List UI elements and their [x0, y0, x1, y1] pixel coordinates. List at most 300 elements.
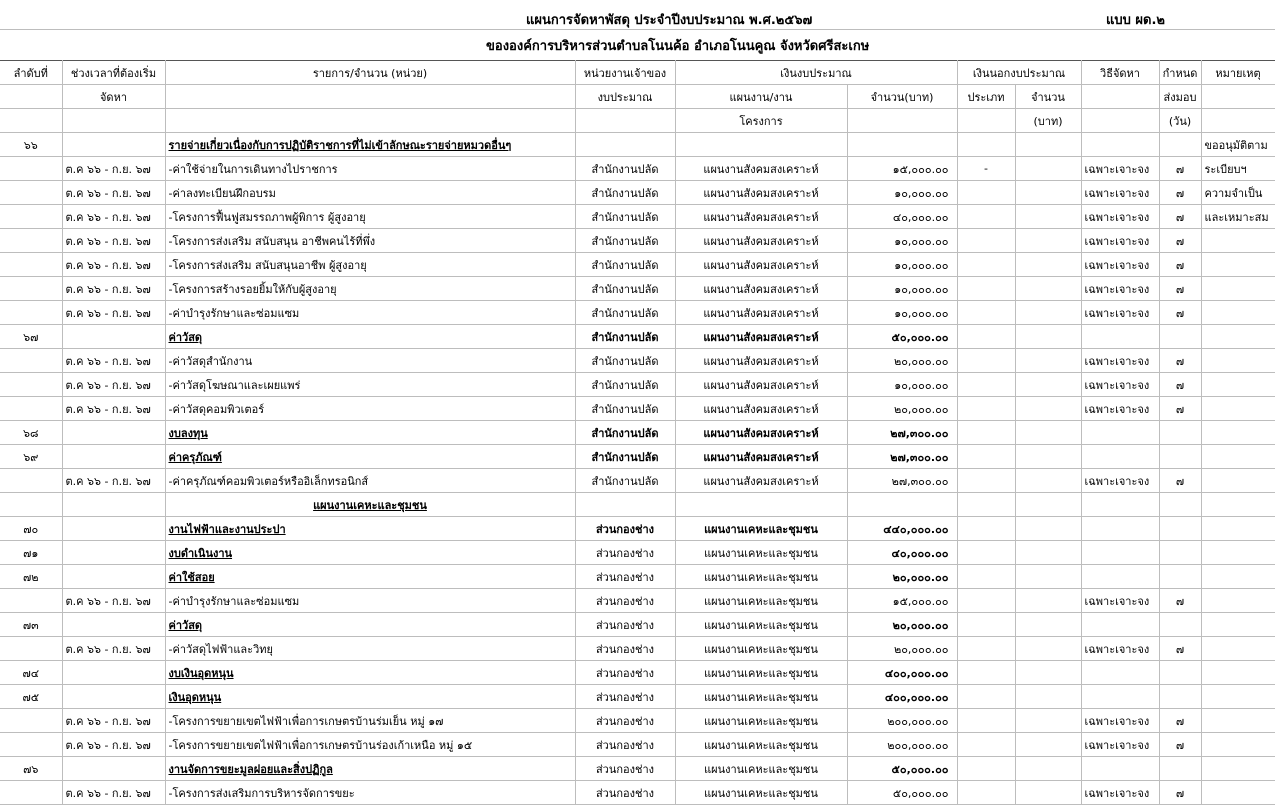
cell-remark [1201, 301, 1275, 325]
cell-delivery [1159, 613, 1201, 637]
cell-amount: ๑๐,๐๐๐.๐๐ [847, 229, 957, 253]
cell-plan: แผนงานเคหะและชุมชน [675, 661, 847, 685]
cell-method: เฉพาะเจาะจง [1081, 301, 1159, 325]
cell-item: งบลงทุน [165, 421, 575, 445]
cell-remark [1201, 469, 1275, 493]
cell-delivery: ๗ [1159, 277, 1201, 301]
cell-period: ต.ค ๖๖ - ก.ย. ๖๗ [62, 373, 165, 397]
col-header-cell [165, 85, 575, 109]
cell-ext-type [957, 325, 1015, 349]
cell-plan: แผนงานเคหะและชุมชน [675, 541, 847, 565]
cell-remark [1201, 349, 1275, 373]
cell-no: ๖๗ [0, 325, 62, 349]
cell-period [62, 565, 165, 589]
cell-delivery: ๗ [1159, 253, 1201, 277]
col-header-cell [1201, 109, 1275, 133]
cell-no: ๗๓ [0, 613, 62, 637]
cell-amount: ๒๐,๐๐๐.๐๐ [847, 349, 957, 373]
cell-plan: แผนงานสังคมสงเคราะห์ [675, 349, 847, 373]
cell-amount: ๑๐,๐๐๐.๐๐ [847, 253, 957, 277]
col-header-cell [62, 109, 165, 133]
cell-ext-amount [1015, 469, 1081, 493]
table-row [0, 493, 1275, 517]
cell-ext-amount [1015, 661, 1081, 685]
cell-remark [1201, 325, 1275, 349]
cell-no [0, 637, 62, 661]
cell-no [0, 205, 62, 229]
table-row [0, 517, 1275, 541]
cell-ext-type [957, 373, 1015, 397]
cell-item: รายจ่ายเกี่ยวเนื่องกับการปฏิบัติราชการที่ไม่เข้าลักษณะรายจ่ายหมวดอื่นๆ [165, 133, 575, 157]
cell-ext-type [957, 589, 1015, 613]
cell-ext-type [957, 685, 1015, 709]
cell-method: เฉพาะเจาะจง [1081, 349, 1159, 373]
cell-delivery [1159, 445, 1201, 469]
cell-ext-type [957, 397, 1015, 421]
cell-period [62, 757, 165, 781]
cell-method [1081, 541, 1159, 565]
cell-no [0, 469, 62, 493]
cell-method: เฉพาะเจาะจง [1081, 733, 1159, 757]
col-header-cell: งบประมาณ [575, 85, 675, 109]
cell-plan: แผนงานสังคมสงเคราะห์ [675, 373, 847, 397]
cell-ext-amount [1015, 781, 1081, 805]
table-row [0, 589, 1275, 613]
cell-item: -ค่าบำรุงรักษาและซ่อมแซม [165, 589, 575, 613]
cell-remark [1201, 397, 1275, 421]
cell-method: เฉพาะเจาะจง [1081, 637, 1159, 661]
cell-ext-type [957, 181, 1015, 205]
cell-ext-amount [1015, 349, 1081, 373]
cell-ext-amount [1015, 493, 1081, 517]
cell-amount: ๒๐๐,๐๐๐.๐๐ [847, 709, 957, 733]
cell-plan: แผนงานเคหะและชุมชน [675, 589, 847, 613]
col-header-unit: หน่วยงานเจ้าของ [575, 61, 675, 85]
col-header-cell: (วัน) [1159, 109, 1201, 133]
table-row [0, 373, 1275, 397]
cell-amount: ๒๐,๐๐๐.๐๐ [847, 397, 957, 421]
cell-remark: และเหมาะสม [1201, 205, 1275, 229]
cell-period: ต.ค ๖๖ - ก.ย. ๖๗ [62, 157, 165, 181]
cell-ext-type [957, 565, 1015, 589]
cell-ext-type [957, 421, 1015, 445]
col-header-cell [575, 109, 675, 133]
cell-unit: ส่วนกองช่าง [575, 757, 675, 781]
col-header-cell: ส่งมอบ [1159, 85, 1201, 109]
cell-no: ๖๖ [0, 133, 62, 157]
cell-delivery [1159, 517, 1201, 541]
col-header-cell [1201, 85, 1275, 109]
cell-unit [575, 133, 675, 157]
col-header-cell: (บาท) [1015, 109, 1081, 133]
cell-delivery: ๗ [1159, 349, 1201, 373]
document-header [0, 4, 1275, 28]
cell-method: เฉพาะเจาะจง [1081, 589, 1159, 613]
cell-amount: ๑๐,๐๐๐.๐๐ [847, 181, 957, 205]
cell-unit: ส่วนกองช่าง [575, 517, 675, 541]
cell-amount: ๒๗,๓๐๐.๐๐ [847, 421, 957, 445]
cell-delivery: ๗ [1159, 301, 1201, 325]
cell-ext-amount [1015, 445, 1081, 469]
cell-unit: สำนักงานปลัด [575, 253, 675, 277]
cell-item: งานไฟฟ้าและงานประปา [165, 517, 575, 541]
col-header-cell: จำนวน [1015, 85, 1081, 109]
cell-plan: แผนงานเคหะและชุมชน [675, 685, 847, 709]
col-header-cell: แผนงาน/งาน [675, 85, 847, 109]
cell-method [1081, 565, 1159, 589]
cell-remark [1201, 277, 1275, 301]
cell-amount: ๔๐๐,๐๐๐.๐๐ [847, 685, 957, 709]
cell-plan: แผนงานสังคมสงเคราะห์ [675, 421, 847, 445]
cell-ext-amount [1015, 277, 1081, 301]
cell-amount: ๑๐,๐๐๐.๐๐ [847, 301, 957, 325]
cell-no: ๗๕ [0, 685, 62, 709]
cell-unit: สำนักงานปลัด [575, 277, 675, 301]
table-row [0, 613, 1275, 637]
cell-ext-type [957, 637, 1015, 661]
cell-item: -โครงการส่งเสริมการบริหารจัดการขยะ [165, 781, 575, 805]
cell-unit: ส่วนกองช่าง [575, 613, 675, 637]
cell-plan: แผนงานสังคมสงเคราะห์ [675, 301, 847, 325]
col-header-extra-budget: เงินนอกงบประมาณ [957, 61, 1081, 85]
cell-ext-type [957, 445, 1015, 469]
cell-ext-amount [1015, 517, 1081, 541]
cell-no [0, 589, 62, 613]
cell-amount: ๒๐,๐๐๐.๐๐ [847, 613, 957, 637]
cell-item: -โครงการส่งเสริม สนับสนุน อาชีพคนไร้ที่พึ่ง [165, 229, 575, 253]
cell-unit: สำนักงานปลัด [575, 205, 675, 229]
cell-period: ต.ค ๖๖ - ก.ย. ๖๗ [62, 349, 165, 373]
cell-period: ต.ค ๖๖ - ก.ย. ๖๗ [62, 589, 165, 613]
document-title: แผนการจัดหาพัสดุ ประจำปีงบประมาณ พ.ศ.๒๕๖๗ [526, 13, 813, 28]
cell-period: ต.ค ๖๖ - ก.ย. ๖๗ [62, 301, 165, 325]
cell-no [0, 253, 62, 277]
cell-delivery: ๗ [1159, 157, 1201, 181]
cell-no [0, 781, 62, 805]
cell-no [0, 493, 62, 517]
cell-remark [1201, 493, 1275, 517]
cell-method: เฉพาะเจาะจง [1081, 277, 1159, 301]
cell-item: -โครงการสร้างรอยยิ้มให้กับผู้สูงอายุ [165, 277, 575, 301]
cell-ext-amount [1015, 685, 1081, 709]
cell-unit: สำนักงานปลัด [575, 349, 675, 373]
cell-method: เฉพาะเจาะจง [1081, 205, 1159, 229]
cell-no [0, 277, 62, 301]
cell-period: ต.ค ๖๖ - ก.ย. ๖๗ [62, 733, 165, 757]
cell-ext-amount [1015, 565, 1081, 589]
cell-ext-type [957, 229, 1015, 253]
cell-plan: แผนงานสังคมสงเคราะห์ [675, 205, 847, 229]
cell-item: งบดำเนินงาน [165, 541, 575, 565]
cell-ext-type [957, 493, 1015, 517]
col-header-cell: จำนวน(บาท) [847, 85, 957, 109]
cell-item: -ค่าใช้จ่ายในการเดินทางไปราชการ [165, 157, 575, 181]
cell-plan: แผนงานเคหะและชุมชน [675, 517, 847, 541]
cell-amount: ๔๐,๐๐๐.๐๐ [847, 541, 957, 565]
cell-period [62, 445, 165, 469]
cell-method [1081, 421, 1159, 445]
table-row [0, 565, 1275, 589]
cell-amount: ๒๐๐,๐๐๐.๐๐ [847, 733, 957, 757]
cell-remark: ระเบียบฯ [1201, 157, 1275, 181]
cell-delivery [1159, 541, 1201, 565]
cell-remark [1201, 709, 1275, 733]
cell-delivery: ๗ [1159, 733, 1201, 757]
cell-delivery [1159, 757, 1201, 781]
cell-remark [1201, 685, 1275, 709]
cell-remark [1201, 757, 1275, 781]
cell-period [62, 421, 165, 445]
cell-ext-type [957, 277, 1015, 301]
col-header-cell [847, 109, 957, 133]
cell-amount: ๔๐,๐๐๐.๐๐ [847, 205, 957, 229]
cell-no [0, 229, 62, 253]
cell-ext-amount [1015, 205, 1081, 229]
cell-unit: สำนักงานปลัด [575, 469, 675, 493]
cell-amount: ๑๐,๐๐๐.๐๐ [847, 277, 957, 301]
cell-remark [1201, 253, 1275, 277]
cell-no: ๖๘ [0, 421, 62, 445]
cell-unit: สำนักงานปลัด [575, 445, 675, 469]
table-row [0, 181, 1275, 205]
cell-unit: ส่วนกองช่าง [575, 565, 675, 589]
col-header-cell [0, 85, 62, 109]
cell-no [0, 709, 62, 733]
cell-ext-amount [1015, 637, 1081, 661]
cell-item: -ค่าวัสดุไฟฟ้าและวิทยุ [165, 637, 575, 661]
cell-method [1081, 685, 1159, 709]
cell-no: ๗๒ [0, 565, 62, 589]
cell-ext-amount [1015, 589, 1081, 613]
cell-delivery: ๗ [1159, 781, 1201, 805]
cell-ext-type [957, 133, 1015, 157]
cell-remark [1201, 565, 1275, 589]
cell-ext-type [957, 733, 1015, 757]
cell-ext-type: - [957, 157, 1015, 181]
cell-amount: ๑๐,๐๐๐.๐๐ [847, 373, 957, 397]
cell-method [1081, 445, 1159, 469]
cell-amount: ๒๗,๓๐๐.๐๐ [847, 469, 957, 493]
cell-unit: ส่วนกองช่าง [575, 589, 675, 613]
cell-method [1081, 133, 1159, 157]
cell-plan: แผนงานสังคมสงเคราะห์ [675, 397, 847, 421]
cell-no [0, 349, 62, 373]
cell-method: เฉพาะเจาะจง [1081, 181, 1159, 205]
cell-ext-type [957, 613, 1015, 637]
col-header-cell: โครงการ [675, 109, 847, 133]
col-header-remark: หมายเหตุ [1201, 61, 1275, 85]
cell-amount: ๔๔๐,๐๐๐.๐๐ [847, 517, 957, 541]
cell-plan: แผนงานเคหะและชุมชน [675, 565, 847, 589]
cell-period: ต.ค ๖๖ - ก.ย. ๖๗ [62, 397, 165, 421]
table-row [0, 349, 1275, 373]
cell-item: -ค่าครุภัณฑ์คอมพิวเตอร์หรืออิเล็กทรอนิกส์ [165, 469, 575, 493]
cell-remark [1201, 541, 1275, 565]
cell-no [0, 157, 62, 181]
cell-ext-amount [1015, 181, 1081, 205]
cell-method [1081, 517, 1159, 541]
cell-period [62, 133, 165, 157]
table-row [0, 541, 1275, 565]
table-row [0, 325, 1275, 349]
table-row [0, 157, 1275, 181]
document-subtitle: ขององค์การบริหารส่วนตำบลโนนค้อ อำเภอโนนคูณ จังหวัดศรีสะเกษ [486, 39, 870, 54]
cell-no: ๗๐ [0, 517, 62, 541]
cell-item: เงินอุดหนุน [165, 685, 575, 709]
cell-ext-amount [1015, 757, 1081, 781]
cell-remark [1201, 613, 1275, 637]
cell-unit: สำนักงานปลัด [575, 397, 675, 421]
cell-delivery [1159, 565, 1201, 589]
cell-remark [1201, 781, 1275, 805]
cell-period: ต.ค ๖๖ - ก.ย. ๖๗ [62, 637, 165, 661]
cell-amount: ๒๐,๐๐๐.๐๐ [847, 637, 957, 661]
cell-remark: ความจำเป็น [1201, 181, 1275, 205]
cell-amount: ๒๐,๐๐๐.๐๐ [847, 565, 957, 589]
cell-ext-amount [1015, 541, 1081, 565]
cell-item: ค่าครุภัณฑ์ [165, 445, 575, 469]
form-code: แบบ ผด.๒ [1106, 13, 1165, 28]
cell-item: -โครงการฟื้นฟูสมรรถภาพผู้พิการ ผู้สูงอายุ [165, 205, 575, 229]
cell-period: ต.ค ๖๖ - ก.ย. ๖๗ [62, 781, 165, 805]
cell-no: ๗๑ [0, 541, 62, 565]
cell-ext-amount [1015, 325, 1081, 349]
table-row [0, 757, 1275, 781]
cell-unit: ส่วนกองช่าง [575, 733, 675, 757]
cell-method: เฉพาะเจาะจง [1081, 469, 1159, 493]
cell-amount: ๔๐๐,๐๐๐.๐๐ [847, 661, 957, 685]
cell-ext-amount [1015, 157, 1081, 181]
table-row [0, 733, 1275, 757]
cell-ext-type [957, 517, 1015, 541]
table-row [0, 685, 1275, 709]
header-row-2 [0, 85, 1275, 109]
cell-method [1081, 661, 1159, 685]
cell-plan: แผนงานสังคมสงเคราะห์ [675, 469, 847, 493]
cell-amount: ๕๐,๐๐๐.๐๐ [847, 781, 957, 805]
cell-ext-type [957, 661, 1015, 685]
cell-amount: ๕๐,๐๐๐.๐๐ [847, 757, 957, 781]
col-header-method: วิธีจัดหา [1081, 61, 1159, 85]
col-header-cell: ประเภท [957, 85, 1015, 109]
cell-remark [1201, 373, 1275, 397]
col-header-period: ช่วงเวลาที่ต้องเริ่ม [62, 61, 165, 85]
cell-no: ๗๖ [0, 757, 62, 781]
cell-method: เฉพาะเจาะจง [1081, 397, 1159, 421]
cell-plan: แผนงานเคหะและชุมชน [675, 613, 847, 637]
cell-ext-amount [1015, 301, 1081, 325]
cell-delivery [1159, 325, 1201, 349]
cell-period [62, 517, 165, 541]
cell-method: เฉพาะเจาะจง [1081, 229, 1159, 253]
cell-period [62, 613, 165, 637]
procurement-plan-table [0, 60, 1275, 805]
cell-amount: ๑๕,๐๐๐.๐๐ [847, 157, 957, 181]
cell-unit: ส่วนกองช่าง [575, 781, 675, 805]
col-header-cell [1081, 109, 1159, 133]
cell-period [62, 493, 165, 517]
cell-remark: ขออนุมัติตาม [1201, 133, 1275, 157]
cell-method: เฉพาะเจาะจง [1081, 781, 1159, 805]
cell-remark [1201, 229, 1275, 253]
cell-remark [1201, 517, 1275, 541]
cell-remark [1201, 421, 1275, 445]
cell-period: ต.ค ๖๖ - ก.ย. ๖๗ [62, 253, 165, 277]
cell-amount: ๒๗,๓๐๐.๐๐ [847, 445, 957, 469]
cell-item: งบเงินอุดหนุน [165, 661, 575, 685]
col-header-cell [1081, 85, 1159, 109]
cell-delivery: ๗ [1159, 229, 1201, 253]
cell-item: -โครงการขยายเขตไฟฟ้าเพื่อการเกษตรบ้านร่มเย็น หมู่ ๑๗ [165, 709, 575, 733]
cell-delivery: ๗ [1159, 469, 1201, 493]
cell-ext-type [957, 781, 1015, 805]
cell-remark [1201, 445, 1275, 469]
cell-delivery: ๗ [1159, 589, 1201, 613]
cell-item: -ค่าวัสดุโฆษณาและเผยแพร่ [165, 373, 575, 397]
cell-period: ต.ค ๖๖ - ก.ย. ๖๗ [62, 205, 165, 229]
cell-period: ต.ค ๖๖ - ก.ย. ๖๗ [62, 229, 165, 253]
cell-ext-amount [1015, 229, 1081, 253]
cell-item: ค่าใช้สอย [165, 565, 575, 589]
col-header-budget: เงินงบประมาณ [675, 61, 957, 85]
cell-method [1081, 325, 1159, 349]
cell-item: -ค่าวัสดุคอมพิวเตอร์ [165, 397, 575, 421]
cell-ext-type [957, 301, 1015, 325]
table-row [0, 637, 1275, 661]
cell-ext-type [957, 349, 1015, 373]
cell-delivery: ๗ [1159, 397, 1201, 421]
cell-delivery [1159, 493, 1201, 517]
col-header-cell: จัดหา [62, 85, 165, 109]
cell-item: งานจัดการขยะมูลฝอยและสิ่งปฏิกูล [165, 757, 575, 781]
table-row [0, 781, 1275, 805]
cell-plan: แผนงานเคหะและชุมชน [675, 637, 847, 661]
table-row [0, 133, 1275, 157]
cell-unit [575, 493, 675, 517]
cell-period: ต.ค ๖๖ - ก.ย. ๖๗ [62, 469, 165, 493]
cell-delivery: ๗ [1159, 373, 1201, 397]
header-row-1 [0, 61, 1275, 85]
col-header-item: รายการ/จำนวน (หน่วย) [165, 61, 575, 85]
header-row-3 [0, 109, 1275, 133]
cell-delivery [1159, 661, 1201, 685]
cell-period: ต.ค ๖๖ - ก.ย. ๖๗ [62, 709, 165, 733]
cell-ext-amount [1015, 253, 1081, 277]
cell-ext-type [957, 541, 1015, 565]
col-header-cell [0, 109, 62, 133]
cell-period [62, 685, 165, 709]
cell-item: ค่าวัสดุ [165, 325, 575, 349]
divider [0, 29, 1275, 30]
cell-period [62, 541, 165, 565]
table-row [0, 421, 1275, 445]
table-row [0, 301, 1275, 325]
cell-ext-amount [1015, 373, 1081, 397]
col-header-cell [165, 109, 575, 133]
cell-plan: แผนงานสังคมสงเคราะห์ [675, 277, 847, 301]
cell-remark [1201, 637, 1275, 661]
col-header-no: ลำดับที่ [0, 61, 62, 85]
cell-plan: แผนงานเคหะและชุมชน [675, 781, 847, 805]
cell-delivery [1159, 421, 1201, 445]
cell-delivery: ๗ [1159, 637, 1201, 661]
cell-method [1081, 493, 1159, 517]
cell-period [62, 661, 165, 685]
cell-unit: สำนักงานปลัด [575, 421, 675, 445]
cell-remark [1201, 589, 1275, 613]
cell-method: เฉพาะเจาะจง [1081, 709, 1159, 733]
cell-plan: แผนงานสังคมสงเคราะห์ [675, 253, 847, 277]
